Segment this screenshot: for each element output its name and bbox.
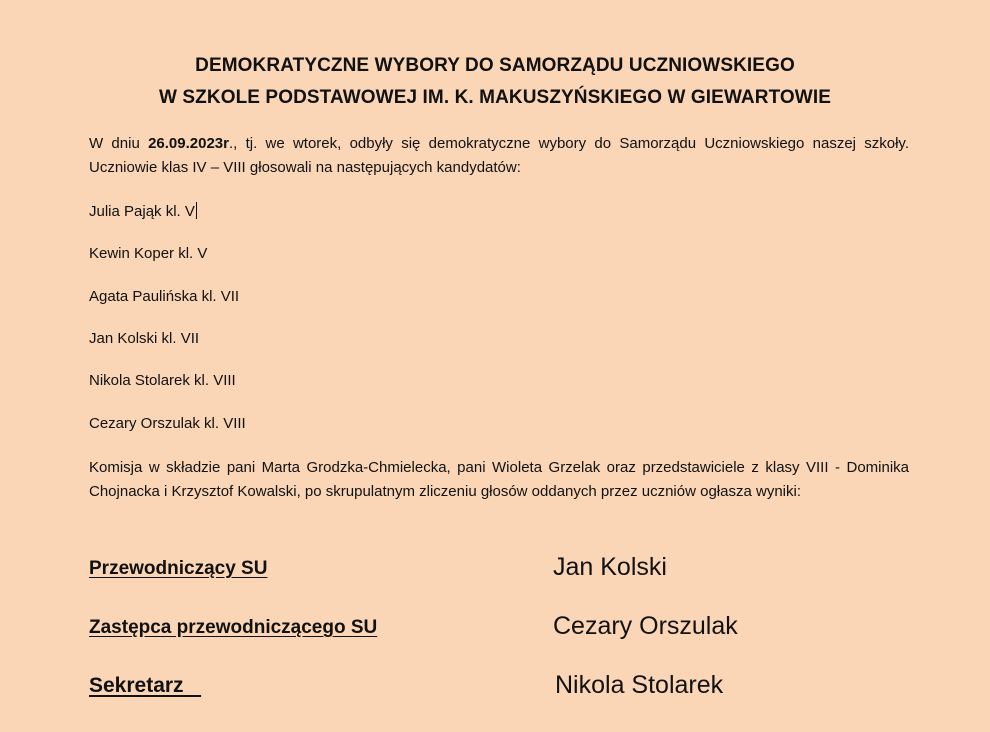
- candidate-item: Kewin Koper kl. V: [89, 245, 208, 262]
- result-name-chair: Jan Kolski: [553, 553, 667, 581]
- candidate-item: [89, 202, 197, 222]
- intro-paragraph: [89, 132, 909, 180]
- title-line-1: DEMOKRATYCZNE WYBORY DO SAMORZĄDU UCZNIOWSKIEGO: [195, 55, 795, 76]
- intro-prefix: W dniu: [89, 135, 149, 152]
- result-role-deputy: Zastępca przewodniczącego SU: [89, 617, 378, 638]
- result-role-chair: Przewodniczący SU: [89, 558, 268, 579]
- commission-paragraph: Komisja w składzie pani Marta Grodzka-Chmielecka, pani Wioleta Grzelak oraz przedstawiciele z klasy VIII - Dominika Chojnacka i Krzysztof Kowalski, po skrupulatnym zliczeniu głosów oddanych przez uczniów ogłasza wyniki:: [89, 459, 909, 500]
- candidate-item: Nikola Stolarek kl. VIII: [89, 372, 236, 389]
- result-name-deputy: Cezary Orszulak: [553, 612, 738, 640]
- candidate-item: Jan Kolski kl. VII: [89, 330, 200, 347]
- candidate-item: Cezary Orszulak kl. VIII: [89, 415, 246, 432]
- result-role-secretary: [89, 674, 201, 698]
- text-cursor: [196, 202, 197, 219]
- candidate-item: Agata Paulińska kl. VII: [89, 288, 240, 305]
- candidate-name: Julia Pająk kl. V: [89, 203, 195, 220]
- result-name-secretary: Nikola Stolarek: [555, 671, 724, 699]
- intro-text: ., tj. we wtorek, odbyły się demokratyczne wybory do Samorządu Uczniowskiego naszej szkoły. Uczniowie klas IV – VIII głosowali na następujących kandydatów:: [89, 135, 909, 176]
- result-role-secretary-text: Sekretarz: [89, 674, 202, 697]
- title-line-2: W SZKOLE PODSTAWOWEJ IM. K. MAKUSZYŃSKIEGO W GIEWARTOWIE: [158, 87, 831, 108]
- election-date: 26.09.2023r: [148, 135, 229, 152]
